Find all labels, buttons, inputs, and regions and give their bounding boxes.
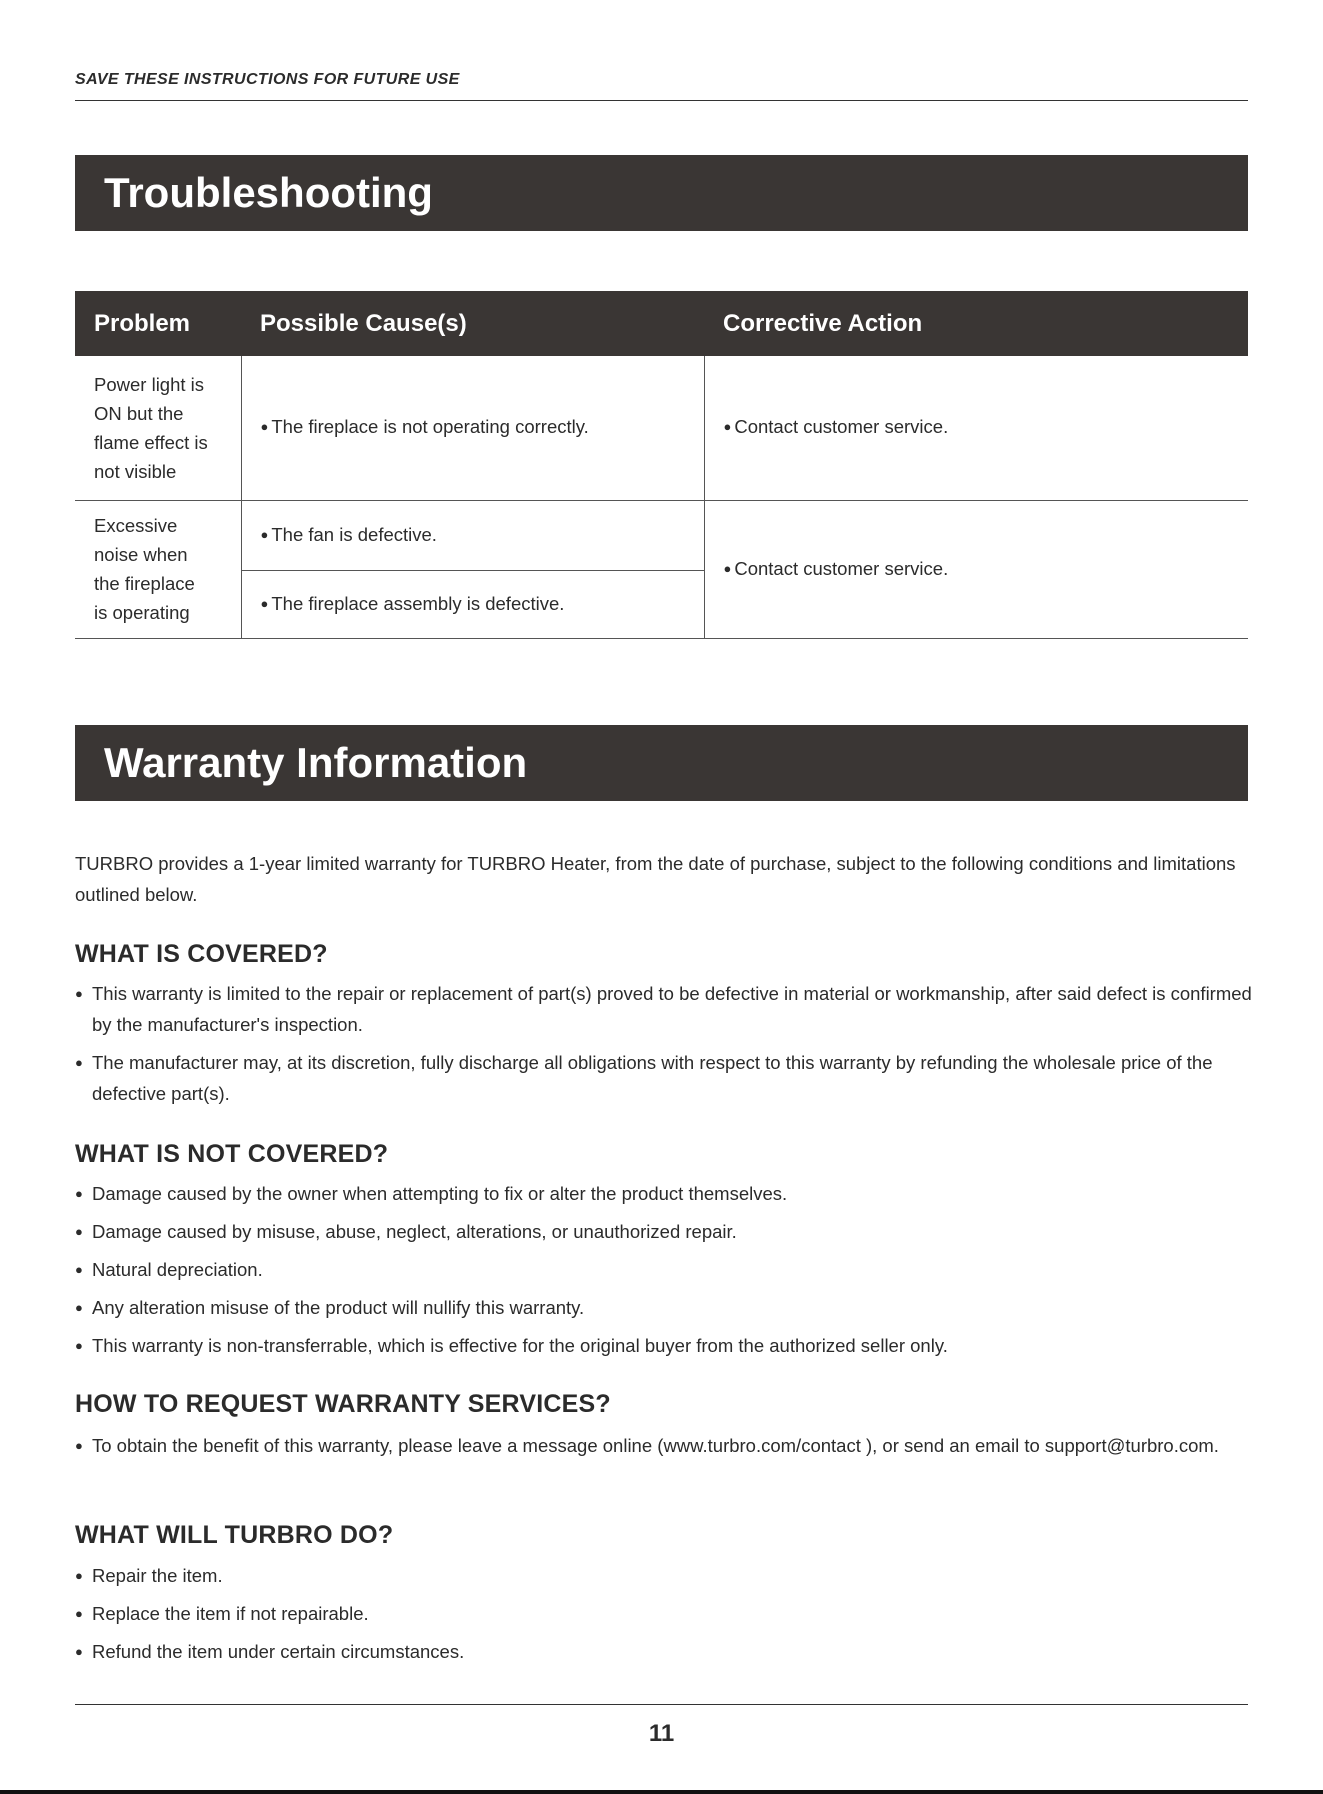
list-item xyxy=(75,1636,1255,1667)
section-heading-request: HOW TO REQUEST WARRANTY SERVICES? xyxy=(75,1390,611,1418)
footer-rule xyxy=(75,1704,1248,1705)
list-item xyxy=(75,1047,1255,1109)
cause-cell xyxy=(241,570,704,638)
section-heading-turbro-do: WHAT WILL TURBRO DO? xyxy=(75,1521,394,1549)
action-text: Contact customer service. xyxy=(734,416,949,438)
section-heading-covered: WHAT IS COVERED? xyxy=(75,940,328,968)
bullet-icon: ● xyxy=(75,1262,83,1277)
list-item-text: Repair the item. xyxy=(92,1565,223,1586)
list-item xyxy=(75,1430,1255,1461)
table-row xyxy=(75,356,1248,500)
bullet-icon xyxy=(261,416,272,437)
problem-line: not visible xyxy=(94,460,177,482)
column-header-causes: Possible Cause(s) xyxy=(241,291,704,356)
problem-cell xyxy=(75,356,241,500)
troubleshooting-title: Troubleshooting xyxy=(75,155,1248,231)
warranty-title: Warranty Information xyxy=(75,725,1248,801)
bullet-icon: ● xyxy=(75,1055,83,1070)
bullet-icon: ● xyxy=(75,1224,83,1239)
list-item-text: Any alteration misuse of the product will nullify this warranty. xyxy=(92,1297,585,1318)
bullet-icon: ● xyxy=(75,1186,83,1201)
page-bottom-edge xyxy=(0,1790,1323,1794)
list-item-text: To obtain the benefit of this warranty, please leave a message online (www.turbro.com/contact ), or send an email to support@turbro.com. xyxy=(92,1435,1219,1456)
page-number: 11 xyxy=(648,1720,675,1747)
problem-line: Power light is xyxy=(94,373,205,395)
column-header-action: Corrective Action xyxy=(704,291,1248,356)
troubleshooting-table xyxy=(75,291,1248,639)
section-heading-not-covered: WHAT IS NOT COVERED? xyxy=(75,1140,389,1168)
bullet-icon: ● xyxy=(75,1338,83,1353)
cause-cell xyxy=(241,500,704,570)
column-header-problem: Problem xyxy=(75,291,241,356)
list-item-text: Damage caused by the owner when attempting to fix or alter the product themselves. xyxy=(92,1183,788,1204)
problem-cell xyxy=(75,500,241,638)
cause-text: The fireplace assembly is defective. xyxy=(271,592,565,614)
bullet-icon: ● xyxy=(75,1644,83,1659)
list-item-text: Refund the item under certain circumstances. xyxy=(92,1641,465,1662)
list-item-text: This warranty is limited to the repair or replacement of part(s) proved to be defective in material or workmanship, after said defect is confirmed by the manufacturer's inspection. xyxy=(92,983,1252,1035)
list-item xyxy=(75,978,1255,1040)
table-header-row xyxy=(75,291,1248,356)
list-item xyxy=(75,1178,1255,1209)
bullet-icon: ● xyxy=(75,986,83,1001)
save-instructions-note: SAVE THESE INSTRUCTIONS FOR FUTURE USE xyxy=(75,71,460,88)
list-item xyxy=(75,1598,1255,1629)
problem-line: ON but the xyxy=(94,402,184,424)
action-text: Contact customer service. xyxy=(734,557,949,579)
bullet-icon xyxy=(724,416,735,437)
bullet-icon: ● xyxy=(75,1606,83,1621)
list-item xyxy=(75,1216,1255,1247)
problem-line: flame effect is xyxy=(94,431,208,453)
problem-line: noise when xyxy=(94,544,188,565)
problem-line: Excessive xyxy=(94,515,178,536)
bullet-icon: ● xyxy=(75,1568,83,1583)
bullet-icon xyxy=(261,593,272,614)
bullet-icon xyxy=(724,558,735,579)
list-item-text: Replace the item if not repairable. xyxy=(92,1603,369,1624)
list-item xyxy=(75,1330,1255,1361)
bullet-icon xyxy=(261,524,272,545)
action-cell xyxy=(704,356,1248,500)
list-item xyxy=(75,1292,1255,1323)
problem-line: is operating xyxy=(94,602,190,623)
cause-text: The fireplace is not operating correctly. xyxy=(271,416,589,438)
bullet-icon: ● xyxy=(75,1300,83,1315)
header-rule xyxy=(75,100,1248,101)
list-item xyxy=(75,1560,1255,1591)
bullet-icon: ● xyxy=(75,1438,83,1453)
list-item-text: Natural depreciation. xyxy=(92,1259,263,1280)
cause-text: The fan is defective. xyxy=(271,523,437,545)
problem-line: the fireplace xyxy=(94,573,195,594)
list-item-text: This warranty is non-transferrable, which is effective for the original buyer from the authorized seller only. xyxy=(92,1335,948,1356)
list-item-text: The manufacturer may, at its discretion, fully discharge all obligations with respect to this warranty by refunding the wholesale price of the defective part(s). xyxy=(92,1052,1213,1104)
table-row xyxy=(75,500,1248,570)
warranty-intro: TURBRO provides a 1-year limited warranty for TURBRO Heater, from the date of purchase, subject to the following conditions and limitations outlined below. xyxy=(75,853,1236,905)
action-cell xyxy=(704,500,1248,638)
list-item-text: Damage caused by misuse, abuse, neglect, alterations, or unauthorized repair. xyxy=(92,1221,737,1242)
list-item xyxy=(75,1254,1255,1285)
cause-cell xyxy=(241,356,704,500)
